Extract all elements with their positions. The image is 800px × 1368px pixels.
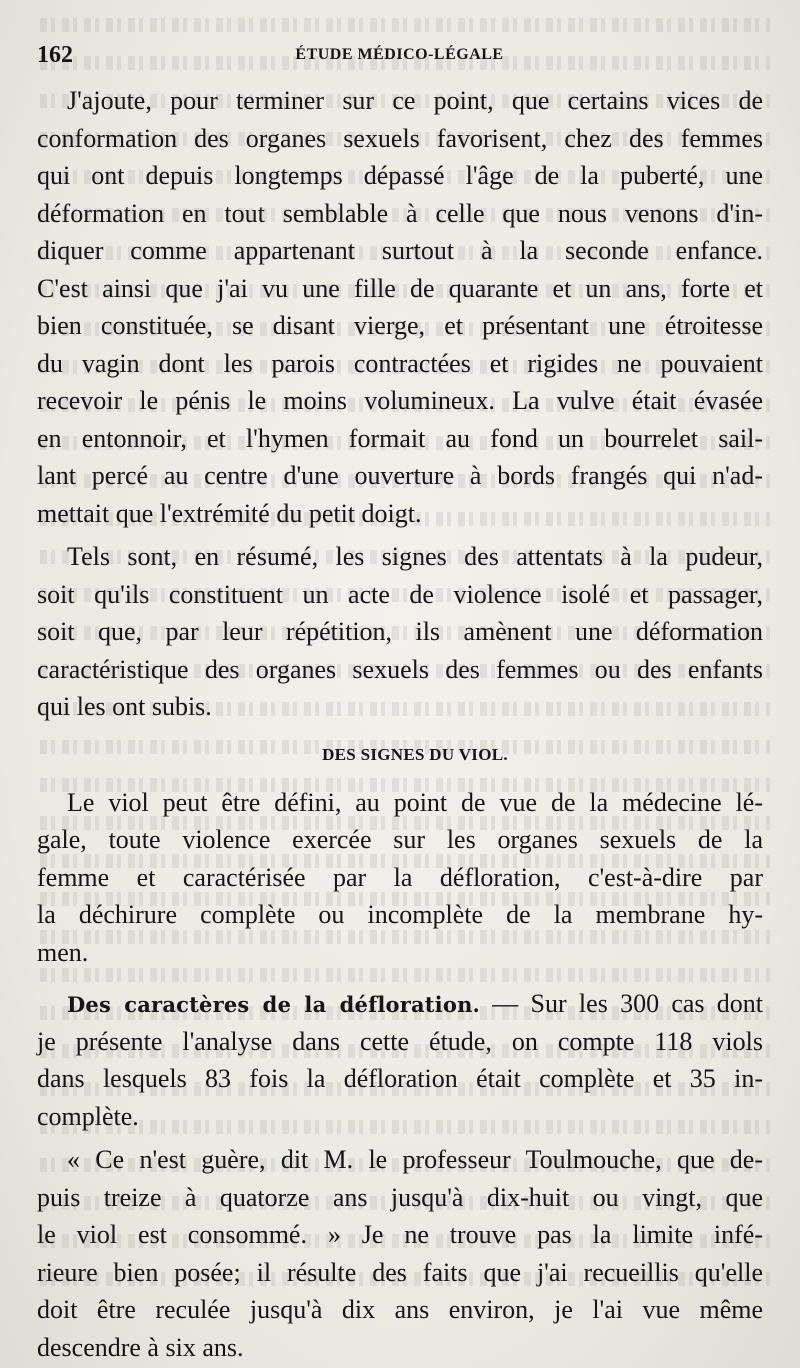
text-line: dans lesquels 83 fois la défloration était complète et 35 in- xyxy=(37,1064,763,1093)
running-head: ÉTUDE MÉDICO-LÉGALE xyxy=(295,46,504,63)
text-line: qui les ont subis. xyxy=(37,692,212,721)
paragraph-summary xyxy=(37,538,763,726)
text-line: doit être reculée jusqu'à dix ans environ, je l'ai vue même xyxy=(37,1295,763,1324)
paragraph-defloration xyxy=(37,985,763,1135)
text-line: qui ont depuis longtemps dépassé l'âge de la puberté, une xyxy=(37,161,763,190)
text-line: je présente l'analyse dans cette étude, on compte 118 viols xyxy=(37,1026,763,1056)
run-in-heading: Des caractères de la défloration. xyxy=(67,992,481,1017)
text-line: bien constituée, se disant vierge, et présentant une étroitesse xyxy=(37,311,763,340)
text-line: lant percé au centre d'une ouverture à bords frangés qui n'ad- xyxy=(37,461,763,490)
text-line: diquer comme appartenant surtout à la seconde enfance. xyxy=(37,236,763,265)
section-title: DES SIGNES DU VIOL. xyxy=(322,744,508,764)
page-number: 162 xyxy=(37,42,73,68)
text-line: « Ce n'est guère, dit M. le professeur Toulmouche, que de- xyxy=(67,1145,763,1174)
text-line: conformation des organes sexuels favorisent, chez des femmes xyxy=(37,123,763,153)
paragraph-definition xyxy=(37,784,763,972)
text-line: déformation en tout semblable à celle que nous venons d'in- xyxy=(37,198,763,228)
text-line: femme et caractérisée par la défloration, c'est-à-dire par xyxy=(37,862,763,892)
text-line: puis treize à quatorze ans jusqu'à dix-huit ou vingt, que xyxy=(37,1182,763,1212)
text-line: Tels sont, en résumé, les signes des attentats à la pudeur, xyxy=(67,542,763,571)
text-line: gale, toute violence exercée sur les organes sexuels de la xyxy=(37,825,763,854)
text-line: caractéristique des organes sexuels des femmes ou des enfants xyxy=(37,654,763,684)
body-text xyxy=(37,82,763,1366)
text-line: men. xyxy=(37,937,89,967)
paragraph-toulmouche xyxy=(37,1141,763,1366)
text-line: le viol est consommé. » Je ne trouve pas la limite infé- xyxy=(37,1220,763,1249)
text-line: soit qu'ils constituent un acte de violence isolé et passager, xyxy=(37,579,763,609)
text-line: du vagin dont les parois contractées et rigides ne pouvaient xyxy=(37,348,763,378)
text-line: rieure bien posée; il résulte des faits que j'ai recueillis qu'elle xyxy=(37,1257,763,1287)
run-in-continuation: — Sur les 300 cas dont xyxy=(480,989,763,1018)
text-line: complète. xyxy=(37,1101,139,1131)
text-line: J'ajoute, pour terminer sur ce point, que certains vices de xyxy=(67,86,763,115)
text-line: soit que, par leur répétition, ils amènent une déformation xyxy=(37,617,763,646)
page-header xyxy=(37,40,762,70)
text-line: C'est ainsi que j'ai vu une fille de quarante et un ans, forte et xyxy=(37,273,763,303)
text-line: en entonnoir, et l'hymen formait au fond un bourrelet sail- xyxy=(37,423,763,453)
text-line: descendre à six ans. xyxy=(37,1332,244,1362)
text-line xyxy=(37,985,763,1023)
text-line: recevoir le pénis le moins volumineux. La vulve était évasée xyxy=(37,386,763,415)
text-line: Le viol peut être défini, au point de vue de la médecine lé- xyxy=(67,787,763,817)
text-line: mettait que l'extrémité du petit doigt. xyxy=(37,498,422,528)
paragraph-conformation xyxy=(37,82,763,532)
text-line: la déchirure complète ou incomplète de la membrane hy- xyxy=(37,900,763,929)
